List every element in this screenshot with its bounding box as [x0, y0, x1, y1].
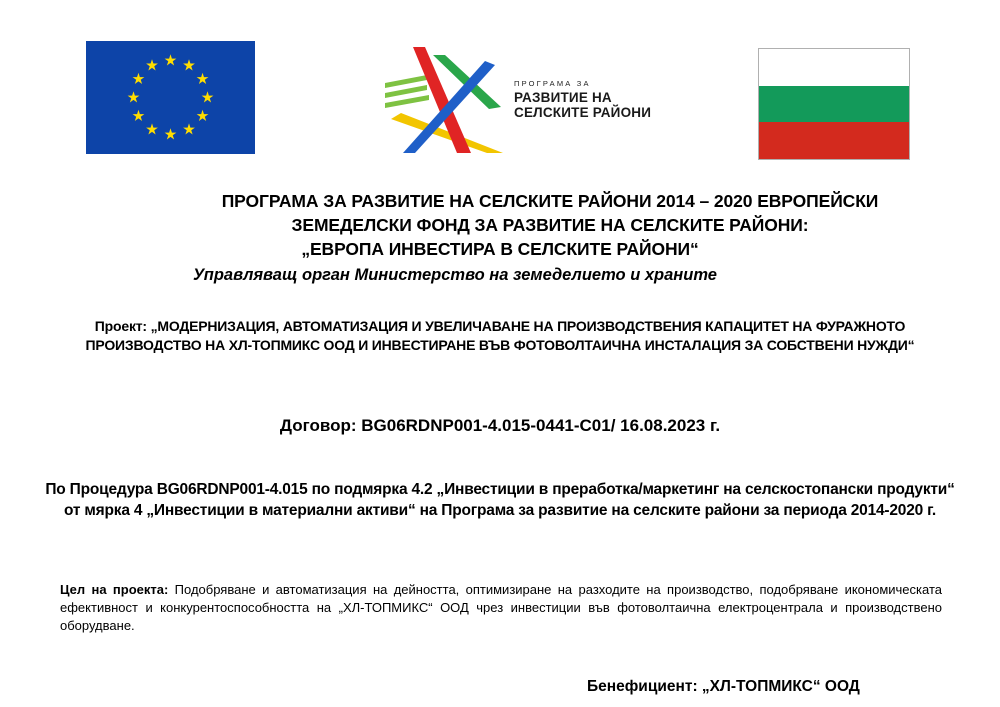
rdp-logo-green-stripes — [385, 75, 429, 108]
bulgaria-flag-icon — [758, 48, 910, 160]
rdp-logo-small-text: ПРОГРАМА ЗА — [514, 79, 591, 88]
header-title-line1: ПРОГРАМА ЗА РАЗВИТИЕ НА СЕЛСКИТЕ РАЙОНИ 2014 – 2020 ЕВРОПЕЙСКИ — [221, 191, 879, 211]
project-goal-text: Подобряване и автоматизация на дейността, оптимизиране на разходите на производство, подобряване икономическата ефективност и конкурентоспособността на „ХЛ-ТОПМИКС“ ООД чрез инвестиции във фотоволтаична електроцентрала и производствено оборудване. — [60, 582, 942, 633]
header-title-line2: ЗЕМЕДЕЛСКИ ФОНД ЗА РАЗВИТИЕ НА СЕЛСКИТЕ РАЙОНИ: — [291, 215, 809, 235]
contract-number: Договор: BG06RDNP001-4.015-0441-C01/ 16.08.2023 г. — [279, 416, 721, 435]
rdp-logo-line2: СЕЛСКИТЕ РАЙОНИ — [514, 105, 652, 120]
rdp-logo-line1: РАЗВИТИЕ НА — [514, 90, 612, 105]
project-title: Проект: „МОДЕРНИЗАЦИЯ, АВТОМАТИЗАЦИЯ И УВЕЛИЧАВАНЕ НА ПРОИЗВОДСТВЕНИЯ КАПАЦИТЕТ НА ФУРАЖНОТО ПРОИЗВОДСТВО НА ХЛ-ТОПМИКС ООД И ИНВЕСТИРАНЕ ВЪВ ФОТОВОЛТАИЧНА ИНСТАЛАЦИЯ ЗА СОБСТВЕНИ НУЖДИ“ — [85, 318, 915, 353]
header-title-line3: „ЕВРОПА ИНВЕСТИРА В СЕЛСКИТЕ РАЙОНИ“ — [301, 239, 699, 259]
rdp-program-logo-icon — [383, 47, 503, 155]
bg-flag-red-band — [759, 122, 909, 159]
procedure-description: По Процедура BG06RDNP001-4.015 по подмярка 4.2 „Инвестиции в преработка/маркетинг на селскостопански продукти“ от мярка 4 „Инвестиции в материални активи“ на Програма за развитие на селските райони за периода 2014-2020 г. — [45, 481, 955, 519]
managing-authority-subtitle: Управляващ орган Министерство на земеделието и храните — [193, 266, 717, 284]
rdp-logo-svg — [383, 47, 503, 155]
beneficiary: Бенефициент: „ХЛ-ТОПМИКС“ ООД — [587, 678, 860, 695]
project-goal-label: Цел на проекта: — [60, 582, 169, 597]
eu-flag-icon — [86, 41, 255, 154]
rdp-logo-text — [514, 78, 651, 120]
bg-flag-green-band — [759, 86, 909, 123]
project-goal — [60, 581, 942, 635]
bg-flag-white-band — [759, 49, 909, 86]
eu-flag-svg — [86, 41, 255, 154]
